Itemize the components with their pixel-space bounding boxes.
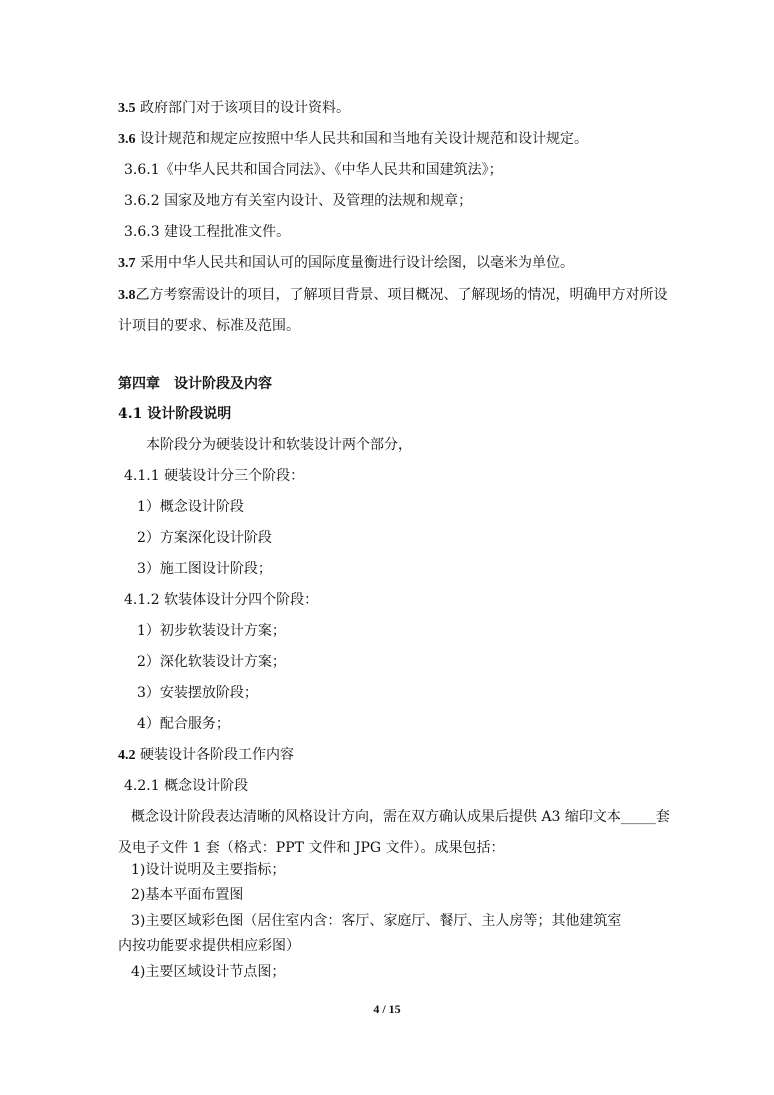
clause-3-5 (118, 98, 350, 119)
section-heading-4-2 (118, 745, 294, 766)
clause-3-6-1: 3.6.1《中华人民共和国合同法》、《中华人民共和国建筑法》； (124, 162, 503, 178)
paragraph-concept-continued: 及电子文件 1 套（格式：PPT 文件和 JPG 文件）。成果包括： (118, 840, 505, 856)
clause-text: 硬装设计各阶段工作内容 (135, 747, 294, 763)
clause-3-6-2: 3.6.2 国家及地方有关室内设计、及管理的法规和规章； (124, 193, 473, 209)
clause-number: 4.2 (118, 748, 136, 763)
clause-text: 乙方考察需设计的项目，了解项目背景、项目概况、了解现场的情况，明确甲方对所设 (135, 287, 668, 303)
clause-3-7 (118, 253, 574, 274)
clause-number: 3.6 (118, 132, 136, 147)
clause-number: 3.5 (118, 101, 136, 116)
list-item: 2)基本平面布置图 (131, 887, 244, 903)
clause-number: 3.7 (118, 256, 136, 271)
list-item: 3）安装摆放阶段； (137, 685, 258, 701)
subsection-4-2-1: 4.2.1 概念设计阶段 (124, 778, 249, 794)
page-number: 4 / 15 (373, 1002, 401, 1016)
list-item: 1）概念设计阶段 (137, 499, 244, 515)
paragraph-concept: 概念设计阶段表达清晰的风格设计方向，需在双方确认成果后提供 A3 缩印文本_____套 (131, 809, 670, 825)
list-item: 1)设计说明及主要指标； (131, 862, 286, 878)
chapter-heading: 第四章 设计阶段及内容 (118, 376, 272, 392)
clause-3-8-continued: 计项目的要求、标准及范围。 (118, 318, 300, 334)
list-item: 2）深化软装设计方案； (137, 654, 286, 670)
clause-number: 3.8 (118, 288, 136, 303)
subsection-4-1-1: 4.1.1 硬装设计分三个阶段： (124, 468, 305, 484)
list-item: 3)主要区域彩色图（居住室内含：客厅、家庭厅、餐厅、主人房等；其他建筑室 (131, 913, 622, 929)
clause-3-6 (118, 129, 588, 150)
clause-text: 设计规范和规定应按照中华人民共和国和当地有关设计规范和设计规定。 (135, 131, 588, 147)
clause-3-8 (118, 285, 668, 306)
list-item: 1）初步软装设计方案； (137, 623, 286, 639)
list-item: 3）施工图设计阶段； (137, 561, 272, 577)
clause-3-6-3: 3.6.3 建设工程批准文件。 (124, 224, 291, 240)
list-item-continued: 内按功能要求提供相应彩图） (118, 938, 300, 954)
list-item: 2）方案深化设计阶段 (137, 530, 272, 546)
list-item: 4)主要区域设计节点图； (131, 964, 286, 980)
clause-text: 采用中华人民共和国认可的国际度量衡进行设计绘图，以毫米为单位。 (135, 255, 574, 271)
clause-text: 政府部门对于该项目的设计资料。 (135, 100, 350, 116)
section-heading-4-1: 4.1 设计阶段说明 (118, 406, 232, 422)
list-item: 4）配合服务； (137, 716, 230, 732)
subsection-4-1-2: 4.1.2 软装体设计分四个阶段： (124, 592, 319, 608)
paragraph-intro: 本阶段分为硬装设计和软装设计两个部分， (146, 437, 412, 453)
